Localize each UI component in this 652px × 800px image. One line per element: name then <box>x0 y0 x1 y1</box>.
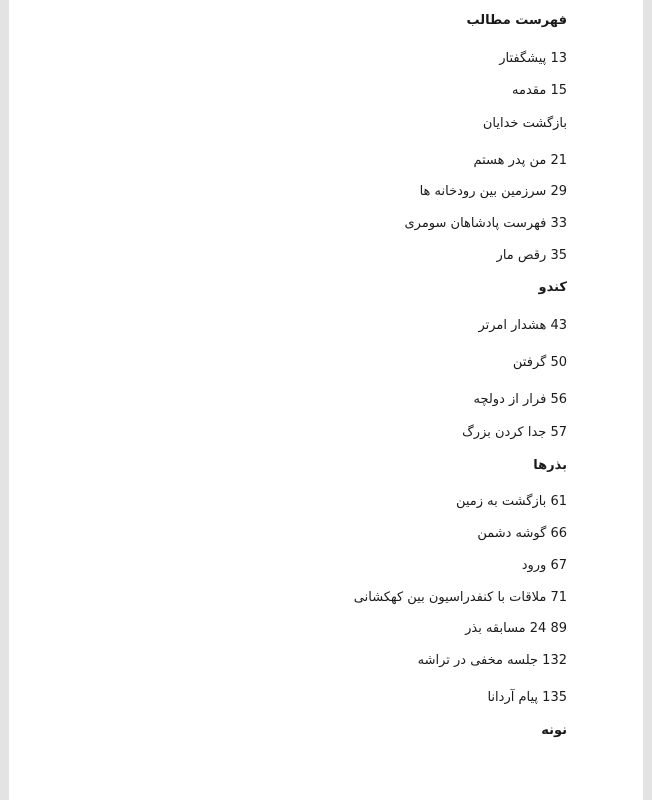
toc-page-number: 29 <box>550 184 567 199</box>
toc-part-heading <box>539 279 567 297</box>
toc-part-heading <box>541 722 567 740</box>
toc-entry <box>405 215 568 233</box>
toc-entry <box>477 525 567 543</box>
toc-page-number: 66 <box>550 526 567 541</box>
toc-entry <box>513 354 567 372</box>
toc-page-number: 43 <box>550 318 567 333</box>
toc-page-number: 15 <box>550 83 567 98</box>
toc-entry-text: رقص مار <box>496 248 547 263</box>
toc-part-heading <box>533 457 567 475</box>
toc-page-number: 33 <box>550 216 567 231</box>
toc-entry <box>497 247 567 265</box>
toc-entry-text: هشدار امرتر <box>478 318 547 333</box>
toc-entry-text: من پدر هستم <box>473 153 547 168</box>
toc-page-number: 35 <box>550 248 567 263</box>
toc-page-number: 50 <box>550 355 567 370</box>
toc-entry-text: بازگشت خدایان <box>482 116 567 131</box>
toc-page-number: 67 <box>550 558 567 573</box>
toc-entry-text: نونه <box>541 723 567 738</box>
page-right-border <box>643 0 652 800</box>
toc-entry-text: بذرها <box>533 458 567 473</box>
toc-entry-text: ملاقات با کنفدراسیون بین کهکشانی <box>353 590 547 605</box>
toc-page-number: 71 <box>550 590 567 605</box>
toc-page-number: 132 <box>542 653 567 668</box>
toc-entry <box>487 689 567 707</box>
toc-entry <box>473 152 567 170</box>
toc-page-number: 57 <box>550 425 567 440</box>
toc-entry <box>456 493 567 511</box>
toc-entry-text: پیام آردانا <box>487 690 539 705</box>
toc-entry <box>418 652 567 670</box>
toc-page-number: 135 <box>542 690 567 705</box>
toc-entry-text: فرار از دولچه <box>473 392 547 407</box>
toc-entry-text: 24 مسابقه بذر <box>465 621 547 636</box>
toc-entry-text: گوشه دشمن <box>477 526 547 541</box>
toc-entry <box>462 424 567 442</box>
toc-entry <box>420 183 567 201</box>
toc-entry <box>499 50 567 68</box>
toc-entry-text: گرفتن <box>512 355 547 370</box>
toc-entry <box>473 391 567 409</box>
toc-page-number: 21 <box>550 153 567 168</box>
toc-page-number: 61 <box>550 494 567 509</box>
toc-entry <box>465 620 567 638</box>
toc-page-number: 89 <box>550 621 567 636</box>
toc-entry <box>478 317 567 335</box>
toc-title: فهرست مطالب <box>466 13 567 28</box>
toc-entry-text: پیشگفتار <box>499 51 547 66</box>
toc-page-number: 13 <box>550 51 567 66</box>
toc-entry-text: جدا کردن بزرگ <box>462 425 547 440</box>
toc-page-number: 56 <box>550 392 567 407</box>
toc-entry-text: مقدمه <box>512 83 547 98</box>
toc-entry <box>354 589 567 607</box>
toc-entry <box>522 557 567 575</box>
toc-entry-text: سرزمین بین رودخانه ها <box>419 184 547 199</box>
toc-entry-text: فهرست پادشاهان سومری <box>404 216 547 231</box>
toc-section-title <box>483 115 567 133</box>
toc-entry-text: جلسه مخفی در تراشه <box>417 653 539 668</box>
toc-entry-text: بازگشت به زمین <box>455 494 547 509</box>
toc-entry-text: کندو <box>538 280 567 295</box>
toc-entry <box>512 82 567 100</box>
page-left-border <box>0 0 9 800</box>
toc-entry-text: ورود <box>521 558 547 573</box>
